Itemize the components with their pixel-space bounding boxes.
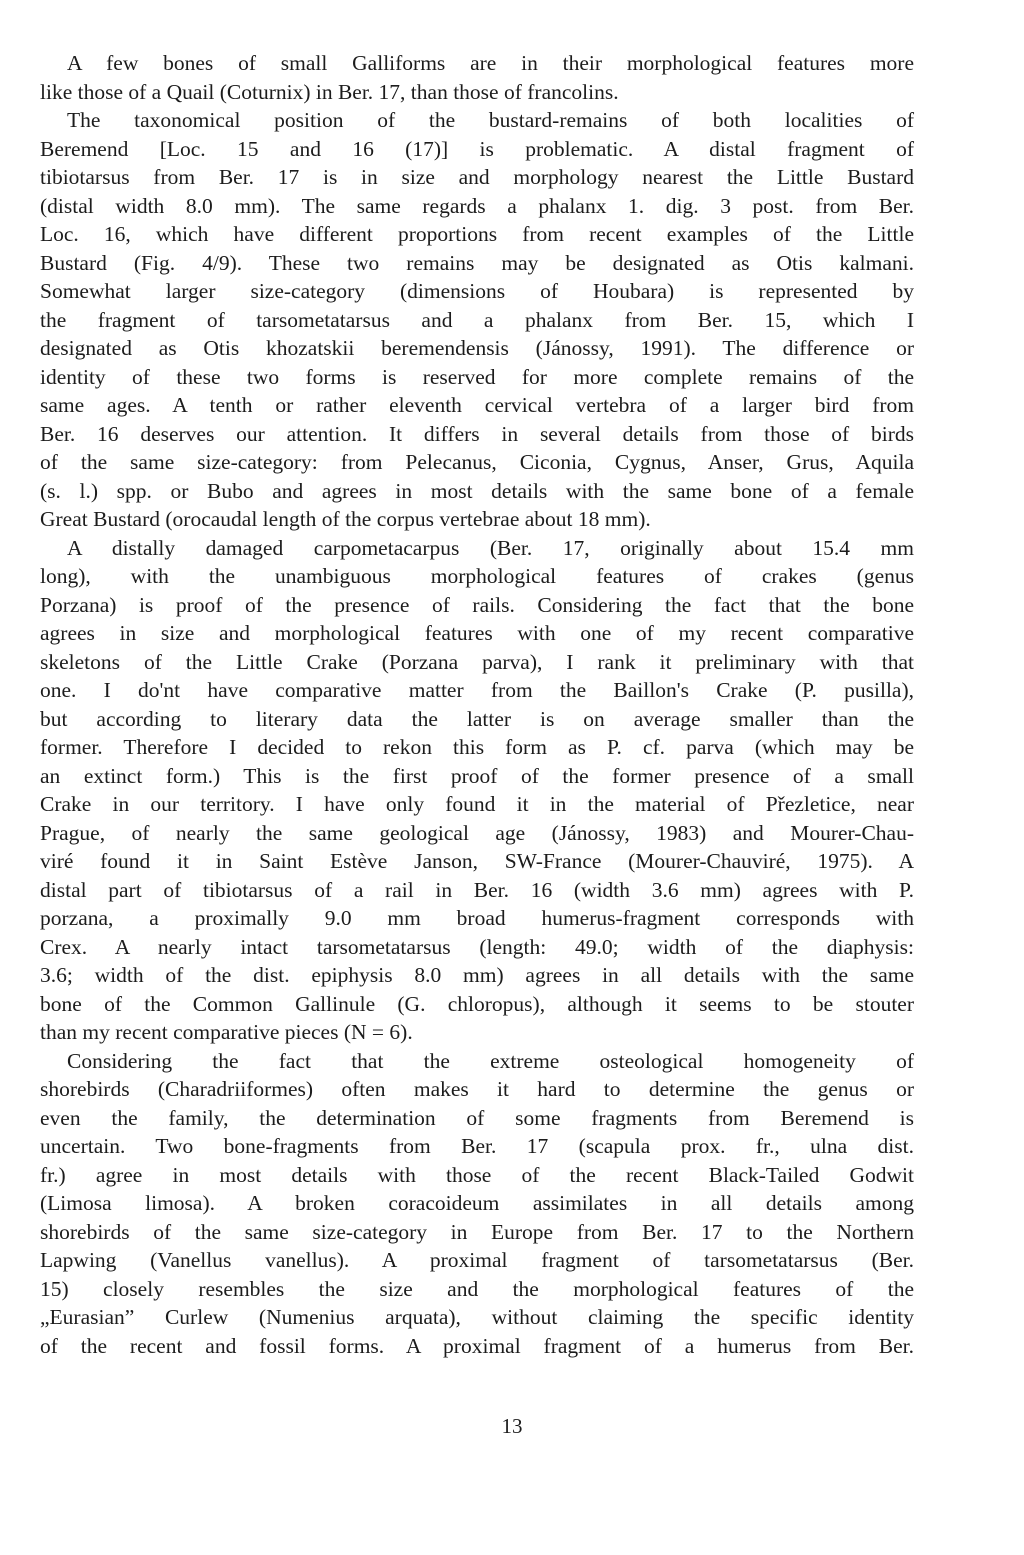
text-line: „Eurasian” Curlew (Numenius arquata), without claiming the specific identity: [40, 1305, 914, 1329]
text-line: Somewhat larger size-category (dimensions of Houbara) is represented by: [40, 279, 914, 303]
text-line: bone of the Common Gallinule (G. chloropus), although it seems to be stouter: [40, 991, 914, 1016]
text-line: Considering the fact that the extreme osteological homogeneity of: [67, 1048, 914, 1073]
text-line: an extinct form.) This is the first proof of the former presence of a small: [40, 763, 914, 788]
text-line: one. I do'nt have comparative matter from the Baillon's Crake (P. pusilla),: [40, 678, 914, 702]
text-line: 3.6; width of the dist. epiphysis 8.0 mm) agrees in all details with the same: [40, 963, 914, 987]
text-line: Beremend [Loc. 15 and 16 (17)] is problematic. A distal fragment of: [40, 136, 914, 161]
page-number: 13: [501, 1414, 523, 1438]
text-line: A distally damaged carpometacarpus (Ber. 17, originally about 15.4 mm: [67, 535, 914, 560]
text-line: skeletons of the Little Crake (Porzana parva), I rank it preliminary with that: [40, 649, 914, 674]
text-line: identity of these two forms is reserved for more complete remains of the: [40, 364, 914, 389]
text-line: but according to literary data the latter is on average smaller than the: [40, 706, 914, 731]
text-line: distal part of tibiotarsus of a rail in Ber. 16 (width 3.6 mm) agrees with P.: [40, 877, 914, 902]
text-line: Porzana) is proof of the presence of rails. Considering the fact that the bone: [40, 592, 914, 617]
text-line: (Limosa limosa). A broken coracoideum assimilates in all details among: [40, 1191, 914, 1215]
text-line: (s. l.) spp. or Bubo and agrees in most details with the same bone of a female: [40, 478, 914, 503]
text-line: Lapwing (Vanellus vanellus). A proximal fragment of tarsometatarsus (Ber.: [40, 1248, 914, 1272]
text-line: of the recent and fossil forms. A proximal fragment of a humerus from Ber.: [40, 1333, 914, 1358]
text-line: fr.) agree in most details with those of the recent Black-Tailed Godwit: [40, 1162, 914, 1187]
text-line: than my recent comparative pieces (N = 6).: [40, 1020, 413, 1044]
text-line: like those of a Quail (Coturnix) in Ber. 17, than those of francolins.: [40, 79, 619, 104]
text-line: Crex. A nearly intact tarsometatarsus (length: 49.0; width of the diaphysis:: [40, 934, 914, 959]
text-line: Loc. 16, which have different proportions from recent examples of the Little: [40, 222, 914, 246]
text-line: Prague, of nearly the same geological age (Jánossy, 1983) and Mourer-Chau-: [40, 820, 914, 845]
text-line: shorebirds (Charadriiformes) often makes it hard to determine the genus or: [40, 1077, 914, 1101]
text-line: the fragment of tarsometatarsus and a phalanx from Ber. 15, which I: [40, 307, 914, 332]
text-line: designated as Otis khozatskii beremendensis (Jánossy, 1991). The difference or: [40, 336, 914, 360]
text-line: same ages. A tenth or rather eleventh cervical vertebra of a larger bird from: [40, 393, 914, 417]
text-line: tibiotarsus from Ber. 17 is in size and morphology nearest the Little Bustard: [40, 165, 914, 189]
text-line: even the family, the determination of some fragments from Beremend is: [40, 1105, 914, 1130]
text-line: long), with the unambiguous morphological features of crakes (genus: [40, 564, 914, 588]
text-line: Great Bustard (orocaudal length of the corpus vertebrae about 18 mm).: [40, 507, 651, 531]
text-line: agrees in size and morphological features with one of my recent comparative: [40, 621, 914, 645]
body-text: [40, 49, 914, 1360]
text-line: former. Therefore I decided to rekon this form as P. cf. parva (which may be: [40, 735, 914, 759]
text-line: Ber. 16 deserves our attention. It differs in several details from those of birds: [40, 421, 914, 446]
text-line: 15) closely resembles the size and the morphological features of the: [40, 1276, 914, 1301]
text-line: The taxonomical position of the bustard-remains of both localities of: [67, 108, 914, 132]
text-line: viré found it in Saint Estève Janson, SW-France (Mourer-Chauviré, 1975). A: [40, 849, 914, 873]
text-line: uncertain. Two bone-fragments from Ber. 17 (scapula prox. fr., ulna dist.: [40, 1134, 914, 1158]
text-line: shorebirds of the same size-category in Europe from Ber. 17 to the Northern: [40, 1219, 914, 1244]
text-line: porzana, a proximally 9.0 mm broad humerus-fragment corresponds with: [40, 906, 914, 930]
text-line: (distal width 8.0 mm). The same regards a phalanx 1. dig. 3 post. from Ber.: [40, 193, 914, 218]
text-line: of the same size-category: from Pelecanus, Ciconia, Cygnus, Anser, Grus, Aquila: [40, 450, 914, 474]
text-line: Bustard (Fig. 4/9). These two remains may be designated as Otis kalmani.: [40, 250, 914, 275]
text-line: A few bones of small Galliforms are in their morphological features more: [67, 51, 914, 75]
text-line: Crake in our territory. I have only found it in the material of Přezletice, near: [40, 792, 914, 816]
